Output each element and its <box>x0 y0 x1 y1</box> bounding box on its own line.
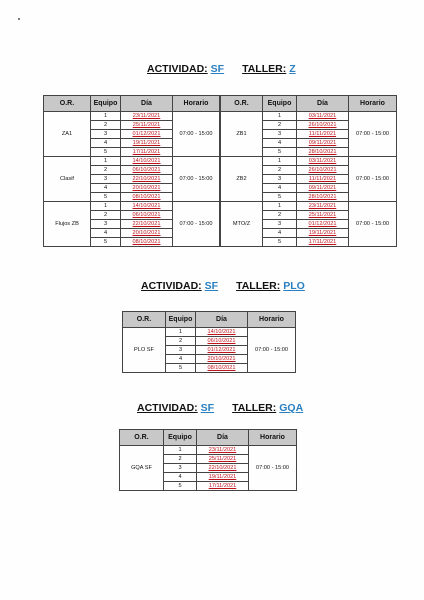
schedule-table <box>119 429 297 491</box>
equipo-header: Equipo <box>91 96 121 112</box>
dia-header: Día <box>297 96 349 112</box>
dia-cell: 23/11/2021 <box>197 446 249 455</box>
dia-cell: 08/10/2021 <box>196 364 248 373</box>
section-heading <box>141 280 305 292</box>
equipo-cell: 3 <box>91 130 121 139</box>
dia-cell: 19/11/2021 <box>297 229 349 238</box>
table-row <box>44 112 220 121</box>
heading-spacer <box>227 63 239 75</box>
dia-cell: 20/10/2021 <box>121 184 173 193</box>
equipo-cell: 2 <box>263 166 297 175</box>
table-row <box>221 157 397 166</box>
equipo-cell: 2 <box>164 455 197 464</box>
equipo-cell: 4 <box>166 355 196 364</box>
dia-cell: 25/11/2021 <box>121 121 173 130</box>
dia-cell: 26/10/2021 <box>297 121 349 130</box>
or-cell: Flujos ZB <box>44 202 91 247</box>
horario-cell: 07:00 - 15:00 <box>173 202 220 247</box>
dia-cell: 17/11/2021 <box>197 482 249 491</box>
dia-header: Día <box>196 312 248 328</box>
taller-value: PLO <box>283 280 305 292</box>
equipo-cell: 2 <box>91 211 121 220</box>
equipo-cell: 3 <box>263 220 297 229</box>
schedule-table <box>220 95 397 247</box>
dia-cell: 17/11/2021 <box>297 238 349 247</box>
dia-cell: 22/10/2021 <box>121 175 173 184</box>
or-cell: ZB2 <box>221 157 263 202</box>
equipo-cell: 1 <box>166 328 196 337</box>
equipo-cell: 1 <box>263 157 297 166</box>
equipo-cell: 4 <box>91 184 121 193</box>
dia-cell: 14/10/2021 <box>121 157 173 166</box>
table-row <box>123 328 296 337</box>
table-row <box>44 157 220 166</box>
dia-cell: 20/10/2021 <box>121 229 173 238</box>
taller-label: TALLER: <box>232 402 277 414</box>
section-heading <box>137 402 303 414</box>
dia-cell: 01/12/2021 <box>297 220 349 229</box>
equipo-cell: 4 <box>164 473 197 482</box>
dia-cell: 03/11/2021 <box>297 112 349 121</box>
dia-cell: 17/11/2021 <box>121 148 173 157</box>
equipo-cell: 4 <box>263 229 297 238</box>
dia-cell: 20/10/2021 <box>196 355 248 364</box>
dia-cell: 08/10/2021 <box>121 193 173 202</box>
horario-header: Horario <box>173 96 220 112</box>
equipo-cell: 4 <box>91 229 121 238</box>
dia-cell: 19/11/2021 <box>197 473 249 482</box>
equipo-header: Equipo <box>166 312 196 328</box>
table-row <box>44 202 220 211</box>
dia-cell: 14/10/2021 <box>121 202 173 211</box>
or-cell: Clasif <box>44 157 91 202</box>
equipo-cell: 3 <box>263 175 297 184</box>
dia-cell: 25/11/2021 <box>197 455 249 464</box>
table-row <box>120 446 297 455</box>
dia-cell: 09/11/2021 <box>297 139 349 148</box>
dia-cell: 28/10/2021 <box>297 148 349 157</box>
equipo-cell: 2 <box>263 121 297 130</box>
or-header: O.R. <box>44 96 91 112</box>
taller-label: TALLER: <box>242 63 287 75</box>
schedule-table <box>122 311 296 373</box>
or-cell: PLO SF <box>123 328 166 373</box>
table-row <box>221 112 397 121</box>
horario-header: Horario <box>349 96 397 112</box>
dia-cell: 11/11/2021 <box>297 130 349 139</box>
equipo-cell: 2 <box>91 121 121 130</box>
dia-header: Día <box>121 96 173 112</box>
actividad-value: SF <box>200 402 215 414</box>
equipo-header: Equipo <box>164 430 197 446</box>
or-header: O.R. <box>221 96 263 112</box>
taller-label: TALLER: <box>236 280 281 292</box>
equipo-cell: 3 <box>166 346 196 355</box>
dia-cell: 01/12/2021 <box>196 346 248 355</box>
horario-header: Horario <box>248 312 296 328</box>
or-header: O.R. <box>123 312 166 328</box>
equipo-cell: 5 <box>166 364 196 373</box>
horario-header: Horario <box>249 430 297 446</box>
dia-cell: 09/11/2021 <box>297 184 349 193</box>
horario-cell: 07:00 - 15:00 <box>349 202 397 247</box>
equipo-cell: 1 <box>91 112 121 121</box>
equipo-cell: 3 <box>91 220 121 229</box>
dia-cell: 19/11/2021 <box>121 139 173 148</box>
equipo-cell: 3 <box>164 464 197 473</box>
dia-cell: 06/10/2021 <box>196 337 248 346</box>
equipo-cell: 5 <box>91 238 121 247</box>
dia-cell: 14/10/2021 <box>196 328 248 337</box>
equipo-cell: 4 <box>263 139 297 148</box>
dia-cell: 22/10/2021 <box>197 464 249 473</box>
dia-cell: 22/10/2021 <box>121 220 173 229</box>
dia-cell: 28/10/2021 <box>297 193 349 202</box>
dia-cell: 03/11/2021 <box>297 157 349 166</box>
heading-spacer <box>217 402 229 414</box>
equipo-cell: 1 <box>91 202 121 211</box>
or-cell: ZA1 <box>44 112 91 157</box>
section-heading <box>147 63 296 75</box>
horario-cell: 07:00 - 15:00 <box>349 157 397 202</box>
or-cell: GQA SF <box>120 446 164 491</box>
equipo-cell: 5 <box>91 193 121 202</box>
actividad-value: SF <box>204 280 219 292</box>
horario-cell: 07:00 - 15:00 <box>173 112 220 157</box>
dia-cell: 11/11/2021 <box>297 175 349 184</box>
actividad-label: ACTIVIDAD: <box>137 402 198 414</box>
taller-value: GQA <box>279 402 304 414</box>
dia-cell: 23/11/2021 <box>121 112 173 121</box>
dia-cell: 06/10/2021 <box>121 211 173 220</box>
header-row <box>120 430 297 446</box>
equipo-cell: 4 <box>263 184 297 193</box>
equipo-cell: 1 <box>164 446 197 455</box>
equipo-cell: 5 <box>263 238 297 247</box>
dia-cell: 06/10/2021 <box>121 166 173 175</box>
header-row <box>123 312 296 328</box>
dia-header: Día <box>197 430 249 446</box>
taller-value: Z <box>289 63 296 75</box>
actividad-label: ACTIVIDAD: <box>147 63 208 75</box>
horario-cell: 07:00 - 15:00 <box>249 446 297 491</box>
equipo-cell: 4 <box>91 139 121 148</box>
actividad-value: SF <box>210 63 225 75</box>
horario-cell: 07:00 - 15:00 <box>248 328 296 373</box>
equipo-cell: 3 <box>263 130 297 139</box>
equipo-header: Equipo <box>263 96 297 112</box>
equipo-cell: 2 <box>166 337 196 346</box>
table-row <box>221 202 397 211</box>
schedule-table <box>43 95 220 247</box>
dia-cell: 23/11/2021 <box>297 202 349 211</box>
header-row <box>44 96 220 112</box>
or-cell: ZB1 <box>221 112 263 157</box>
equipo-cell: 1 <box>263 112 297 121</box>
equipo-cell: 2 <box>263 211 297 220</box>
heading-spacer <box>221 280 233 292</box>
horario-cell: 07:00 - 15:00 <box>173 157 220 202</box>
equipo-cell: 3 <box>91 175 121 184</box>
equipo-cell: 1 <box>263 202 297 211</box>
equipo-cell: 2 <box>91 166 121 175</box>
dia-cell: 26/10/2021 <box>297 166 349 175</box>
horario-cell: 07:00 - 15:00 <box>349 112 397 157</box>
equipo-cell: 5 <box>164 482 197 491</box>
equipo-cell: 5 <box>91 148 121 157</box>
equipo-cell: 1 <box>91 157 121 166</box>
equipo-cell: 5 <box>263 193 297 202</box>
header-row <box>221 96 397 112</box>
dia-cell: 08/10/2021 <box>121 238 173 247</box>
scan-mark <box>18 18 20 20</box>
dia-cell: 25/11/2021 <box>297 211 349 220</box>
or-cell: MTO/Z <box>221 202 263 247</box>
dia-cell: 01/12/2021 <box>121 130 173 139</box>
actividad-label: ACTIVIDAD: <box>141 280 202 292</box>
or-header: O.R. <box>120 430 164 446</box>
equipo-cell: 5 <box>263 148 297 157</box>
